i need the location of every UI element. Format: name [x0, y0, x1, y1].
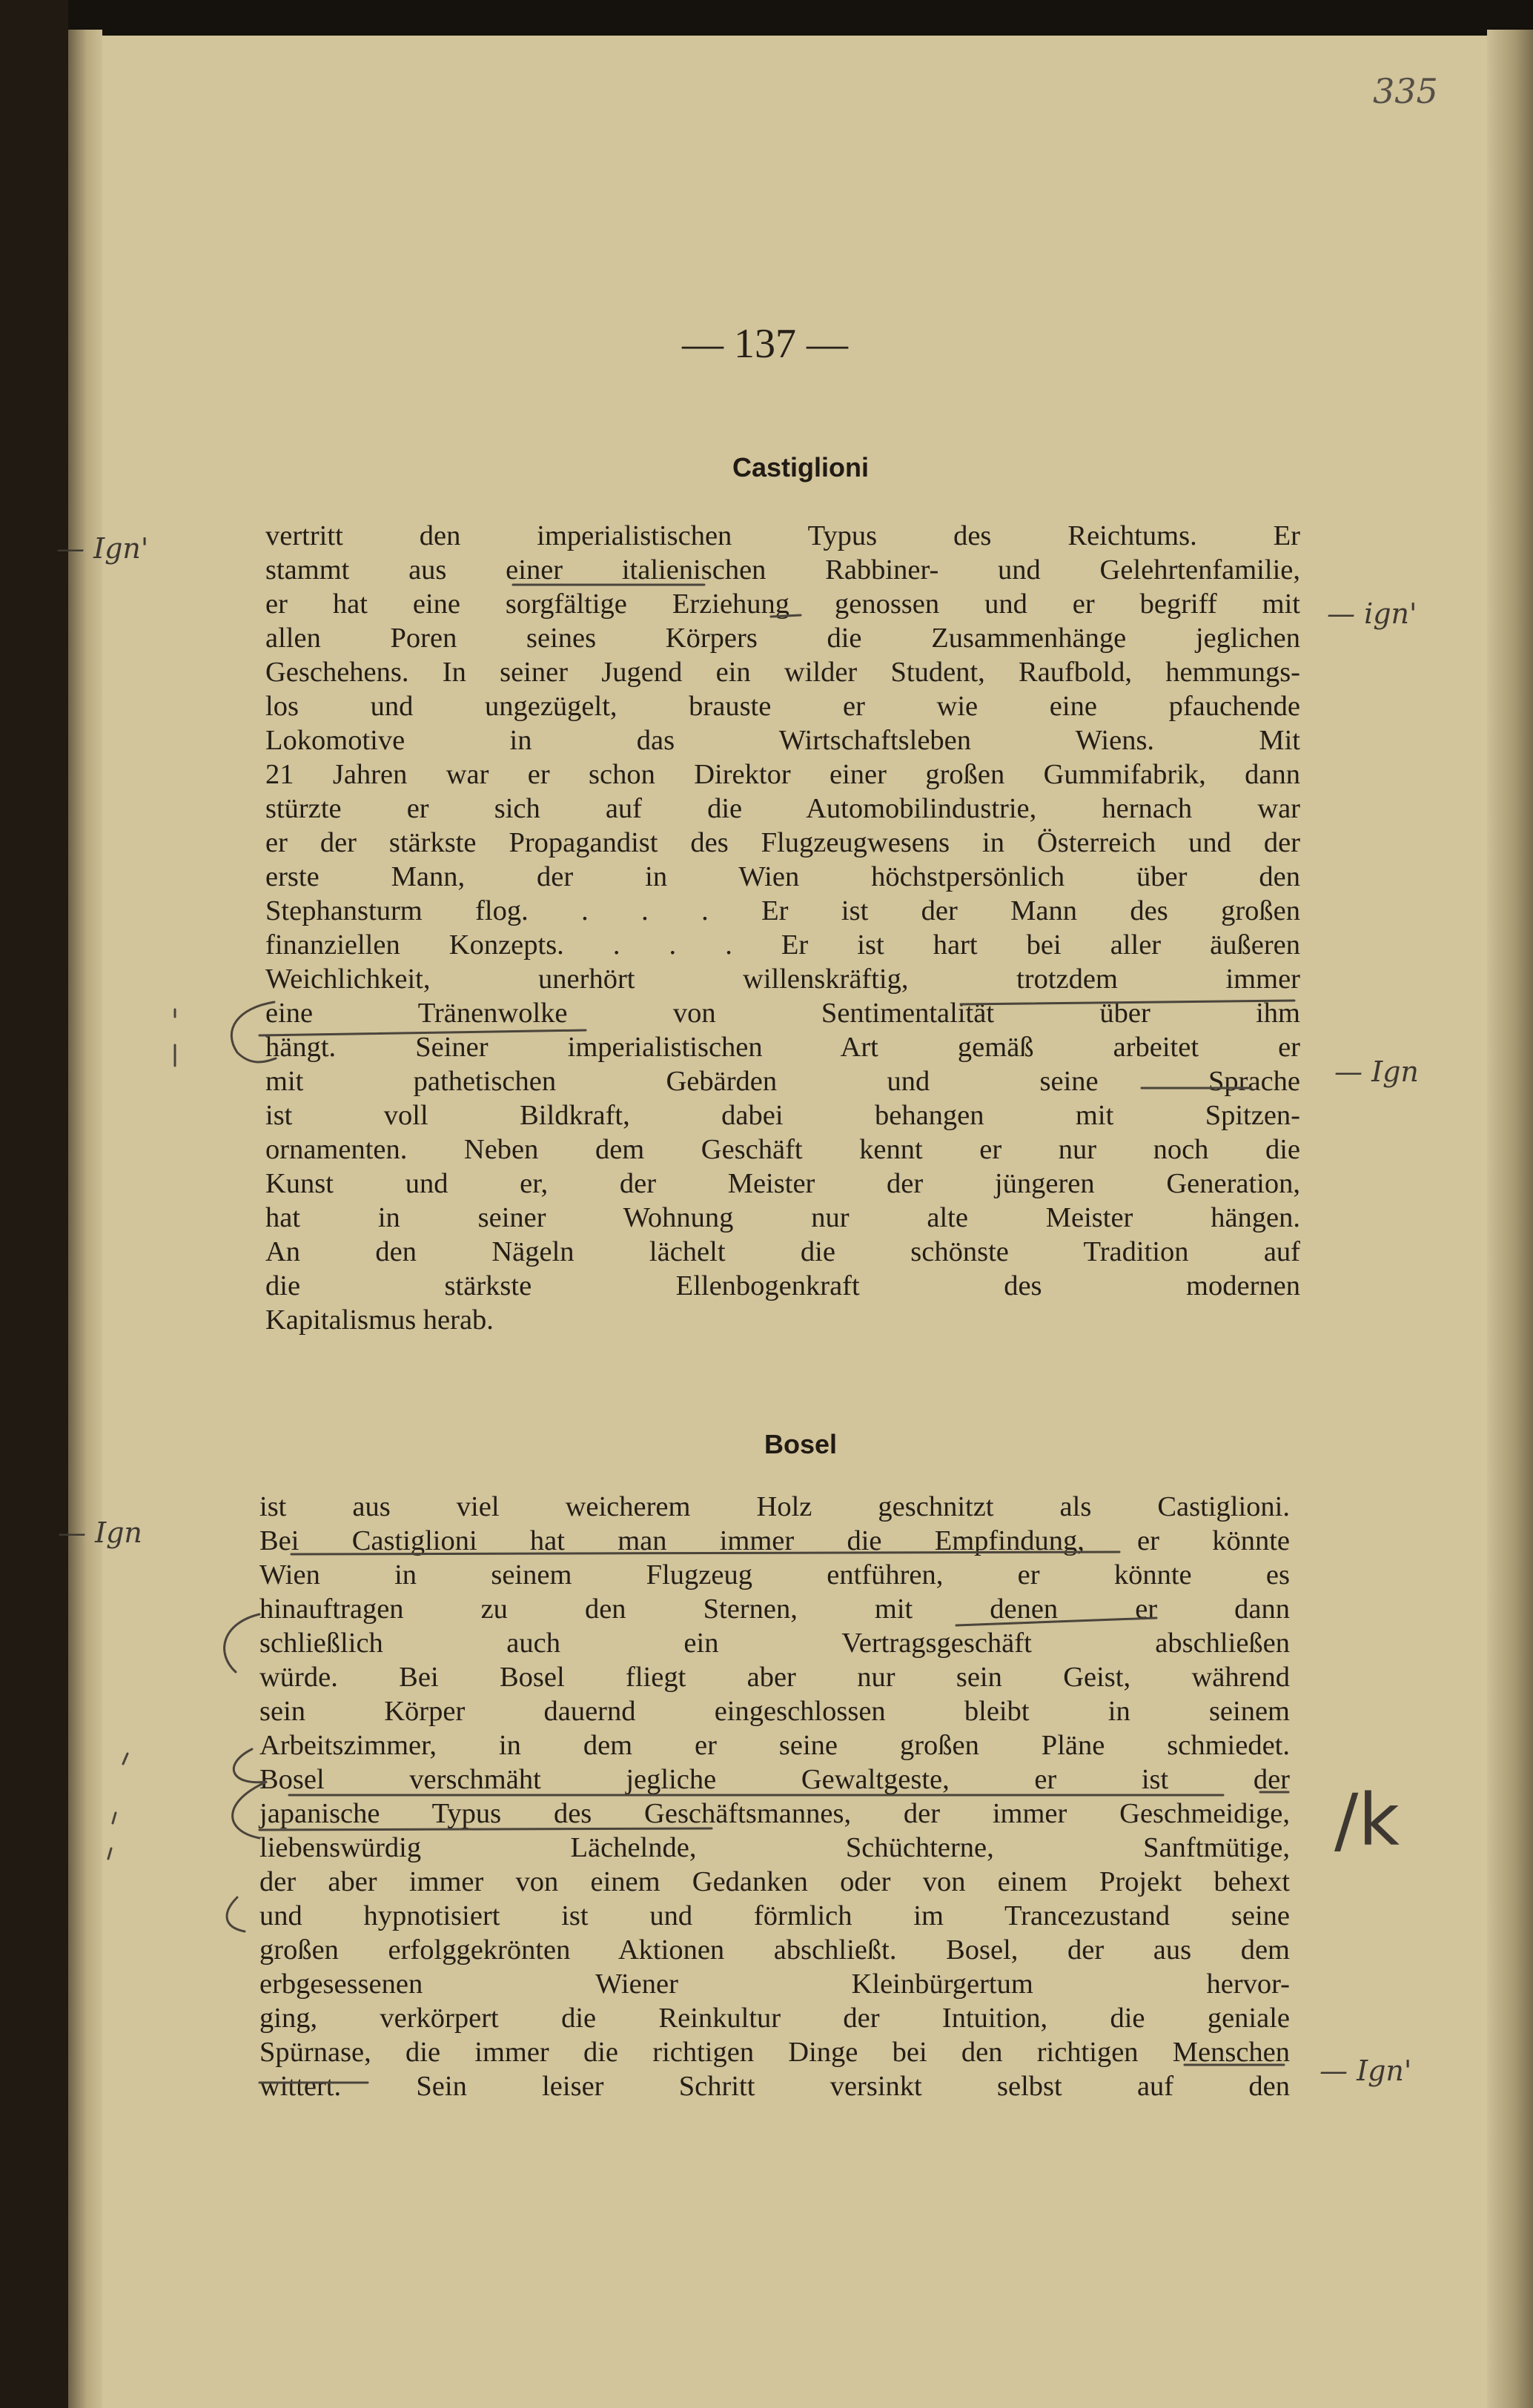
text-line: der aber immer von einem Gedanken oder von einem Projekt behext [259, 1866, 1290, 1897]
margin-note: — Ign [58, 1516, 142, 1549]
text-line: eine Tränenwolke von Sentimentalität über ihm [265, 998, 1300, 1029]
text-line: Bei Castiglioni hat man immer die Empfindung, er könnte [259, 1525, 1290, 1556]
text-line: allen Poren seines Körpers die Zusammenhänge jeglichen [265, 623, 1300, 654]
text-line: mit pathetischen Gebärden und seine Sprache [265, 1066, 1300, 1097]
text-line: japanische Typus des Geschäftsmannes, der immer Geschmeidige, [259, 1798, 1290, 1829]
bracket-mark [225, 1614, 259, 1672]
text-line: und hypnotisiert ist und förmlich im Trancezustand seine [259, 1900, 1290, 1931]
text-line: würde. Bei Bosel fliegt aber nur sein Geist, während [259, 1662, 1290, 1693]
page-number: — 137 — [682, 321, 848, 367]
text-line: 21 Jahren war er schon Direktor einer großen Gummifabrik, dann [265, 759, 1300, 790]
text-line: wittert. Sein leiser Schritt versinkt selbst auf den [259, 2071, 1290, 2102]
text-line: los und ungezügelt, brauste er wie eine pfauchende [265, 691, 1300, 722]
text-line: schließlich auch ein Vertragsgeschäft abschließen [259, 1628, 1290, 1659]
squiggle-mark [233, 1749, 267, 1838]
strike-mark [956, 1618, 1156, 1625]
text-line: ging, verkörpert die Reinkultur der Intuition, die geniale [259, 2003, 1290, 2034]
underline-mark [291, 1552, 1119, 1554]
margin-note-correction: /k [1334, 1779, 1400, 1862]
text-line: Stephansturm flog. . . . Er ist der Mann des großen [265, 895, 1300, 926]
text-line: hinauftragen zu den Sternen, mit denen er dann [259, 1593, 1290, 1625]
underline-mark [771, 615, 801, 617]
text-line: Weichlichkeit, unerhört willenskräftig, trotzdem immer [265, 963, 1300, 995]
text-line: finanziellen Konzepts. . . . Er ist hart bei aller äußeren [265, 929, 1300, 961]
text-line: ornamenten. Neben dem Geschäft kennt er nur noch die [265, 1134, 1300, 1165]
bracket-mark [231, 1002, 276, 1062]
text-line: erbgesessenen Wiener Kleinbürgertum hervor- [259, 1968, 1290, 2000]
section-title-castiglioni: Castiglioni [732, 452, 869, 482]
strike-mark [259, 1828, 712, 1830]
margin-note: — Ign' [1320, 2054, 1412, 2087]
margin-tick [123, 1754, 128, 1764]
text-line: Wien in seinem Flugzeug entführen, er könnte es [259, 1559, 1290, 1591]
text-line: Arbeitszimmer, in dem er seine großen Pläne schmiedet. [259, 1730, 1290, 1761]
text-line: liebenswürdig Lächelnde, Schüchterne, Sanftmütige, [259, 1832, 1290, 1863]
margin-tick [108, 1848, 111, 1859]
text-line: stammt aus einer italienischen Rabbiner- und Gelehrtenfamilie, [265, 554, 1300, 586]
text-line: die stärkste Ellenbogenkraft des modernen [265, 1270, 1300, 1301]
text-line: hängt. Seiner imperialistischen Art gemäß arbeitet er [265, 1032, 1300, 1063]
text-line: ist voll Bildkraft, dabei behangen mit Spitzen- [265, 1100, 1300, 1131]
text-line: Lokomotive in das Wirtschaftsleben Wiens. Mit [265, 725, 1300, 756]
margin-note: — Ign' [56, 532, 149, 565]
strike-mark [259, 1030, 586, 1035]
margin-note: — ign' [1327, 597, 1417, 630]
text-line: Geschehens. In seiner Jugend ein wilder Student, Raufbold, hemmungs- [265, 657, 1300, 688]
text-line: großen erfolggekrönten Aktionen abschließt. Bosel, der aus dem [259, 1934, 1290, 1966]
text-line: hat in seiner Wohnung nur alte Meister hängen. [265, 1202, 1300, 1233]
text-line: sein Körper dauernd eingeschlossen bleibt in seinem [259, 1696, 1290, 1727]
text-line: stürzte er sich auf die Automobilindustrie, hernach war [265, 793, 1300, 824]
margin-note: — Ign [1334, 1055, 1419, 1088]
text-line: er hat eine sorgfältige Erziehung genossen und er begriff mit [265, 588, 1300, 620]
text-line: erste Mann, der in Wien höchstpersönlich über den [265, 861, 1300, 892]
bracket-mark [227, 1897, 245, 1931]
text-line: Spürnase, die immer die richtigen Dinge bei den richtigen Menschen [259, 2037, 1290, 2068]
archive-folio-number: 335 [1373, 71, 1438, 111]
text-line: Kapitalismus herab. [265, 1304, 494, 1336]
strike-mark [961, 1001, 1294, 1004]
text-line: ist aus viel weicherem Holz geschnitzt als Castiglioni. [259, 1491, 1290, 1522]
text-line: Kunst und er, der Meister der jüngeren Generation, [265, 1168, 1300, 1199]
text-line: An den Nägeln lächelt die schönste Tradition auf [265, 1236, 1300, 1267]
section-title-bosel: Bosel [764, 1429, 838, 1459]
text-line: Bosel verschmäht jegliche Gewaltgeste, er ist der [259, 1764, 1290, 1795]
margin-tick [113, 1813, 116, 1823]
text-line: er der stärkste Propagandist des Flugzeugwesens in Österreich und der [265, 827, 1300, 858]
text-line: vertritt den imperialistischen Typus des Reichtums. Er [265, 520, 1300, 551]
